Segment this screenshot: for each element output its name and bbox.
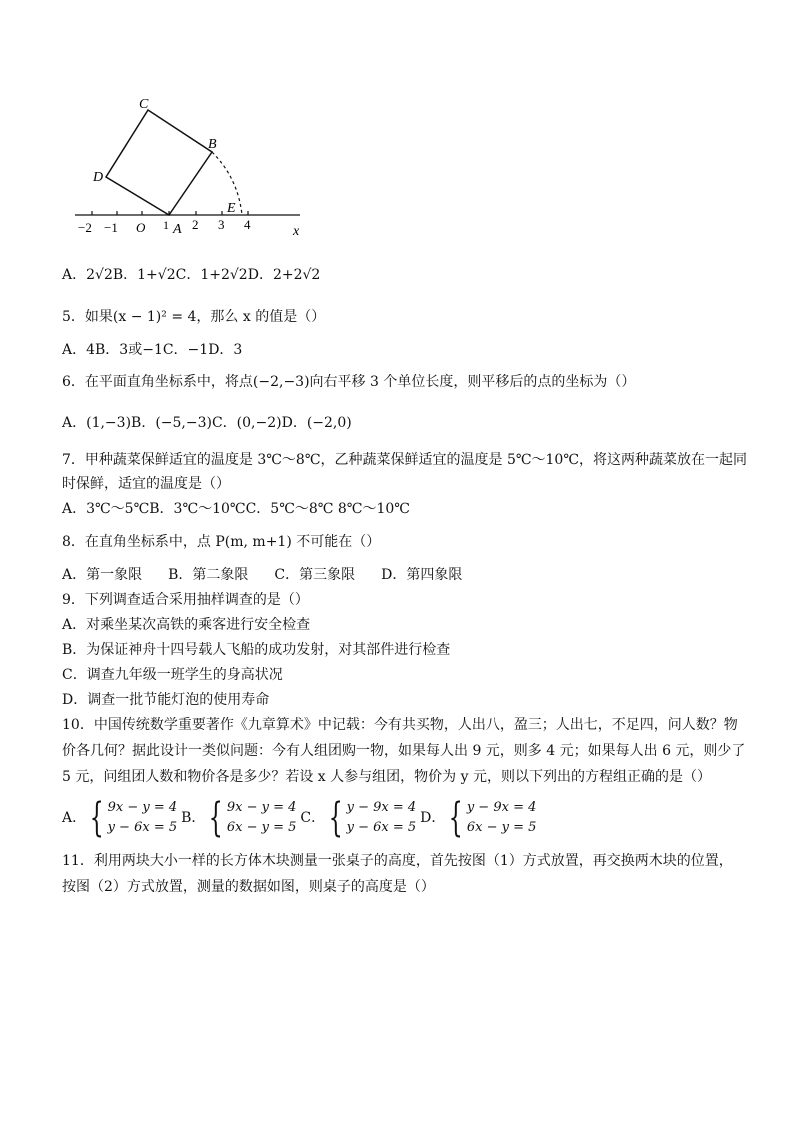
q4-option-a: A．2√2 xyxy=(62,267,113,283)
q10-option-d-system xyxy=(467,798,537,838)
q5-options: A．4B．3或−1C．−1D．3 xyxy=(62,342,243,358)
square-abcd xyxy=(106,110,212,215)
brace-icon: { xyxy=(209,795,224,841)
q10-option-d-label: D． xyxy=(420,810,446,826)
q6-options: A．(1,−3)B．(−5,−3)C．(0,−2)D．(−2,0) xyxy=(62,415,352,431)
q9-option-d: D．调查一批节能灯泡的使用寿命 xyxy=(62,692,270,708)
q11-line1: 11．利用两块大小一样的长方体木块测量一张桌子的高度，首先按图（1）方式放置，再交换两木块的位置， xyxy=(62,853,733,869)
q10-option-a-label: A． xyxy=(62,810,87,826)
q4-option-d: D．2+2√2 xyxy=(247,267,321,283)
point-label-e: E xyxy=(227,201,236,216)
q10-options xyxy=(62,796,540,840)
point-label-d: D xyxy=(93,170,104,185)
brace-icon: { xyxy=(89,795,104,841)
q10-line2: 价各几何？据此设计一类似问题：今有人组团购一物，如果每人出 9 元，则多 4 元；如果每人出 6 元，则少了 xyxy=(62,743,746,759)
q10-option-c-label: C． xyxy=(300,810,326,826)
equation: y − 9x = 4 xyxy=(466,800,537,815)
q9-option-b: B．为保证神舟十四号载人飞船的成功发射，对其部件进行检查 xyxy=(62,642,451,658)
square-number-line-figure xyxy=(60,90,320,245)
q6-stem: 6．在平面直角坐标系中，将点(−2,−3)向右平移 3 个单位长度，则平移后的点的坐标为（） xyxy=(62,374,636,390)
tick-label: 4 xyxy=(244,217,251,232)
tick-label: −1 xyxy=(104,220,118,235)
q10-line1: 10．中国传统数学重要著作《九章算术》中记载：今有共买物，人出八，盈三；人出七，不足四，问人数？物 xyxy=(62,717,738,733)
q8-option-d: D．第四象限 xyxy=(381,567,463,583)
point-label-b: B xyxy=(208,137,217,152)
point-label-a: A xyxy=(173,222,182,237)
q10-option-a-system xyxy=(108,798,178,838)
tick-label: −2 xyxy=(78,220,92,235)
q8-option-c: C．第三象限 xyxy=(274,567,356,583)
q8-option-b: B．第二象限 xyxy=(168,567,249,583)
q10-option-b-system xyxy=(227,798,297,838)
q9-option-c: C．调查九年级一班学生的身高状况 xyxy=(62,667,283,683)
q8-stem: 8．在直角坐标系中，点 P(m, m+1) 不可能在（） xyxy=(62,534,381,550)
equation: y − 6x = 5 xyxy=(346,820,417,835)
q4-option-c: C．1+2√2 xyxy=(175,267,248,283)
point-label-c: C xyxy=(139,97,149,112)
q11-line2: 按图（2）方式放置，测量的数据如图，则桌子的高度是（） xyxy=(62,879,435,895)
q10-option-b-label: B． xyxy=(181,810,206,826)
brace-icon: { xyxy=(328,795,343,841)
tick-label: 3 xyxy=(218,217,225,232)
axis-label-x: x xyxy=(293,224,300,239)
origin-label: O xyxy=(136,220,146,235)
q8-option-a: A．第一象限 xyxy=(62,567,143,583)
equation: 9x − y = 4 xyxy=(226,800,297,815)
q5-stem: 5．如果(x − 1)² = 4，那么 x 的值是（） xyxy=(62,309,326,325)
q8-options xyxy=(62,565,462,585)
q4-option-b: B．1+√2 xyxy=(112,267,176,283)
q7-stem-line2: 时保鲜，适宜的温度是（） xyxy=(62,476,230,492)
q9-stem: 9．下列调查适合采用抽样调查的是（） xyxy=(62,592,309,608)
equation: y − 9x = 4 xyxy=(346,800,417,815)
equation: 6x − y = 5 xyxy=(226,820,297,835)
q7-stem-line1: 7．甲种蔬菜保鲜适宜的温度是 3℃～8℃，乙种蔬菜保鲜适宜的温度是 5℃～10℃，将这两种蔬菜放在一起同 xyxy=(62,452,747,468)
equation: y − 6x = 5 xyxy=(107,820,178,835)
q10-option-c-system xyxy=(347,798,417,838)
q9-option-a: A．对乘坐某次高铁的乘客进行安全检查 xyxy=(62,617,311,633)
equation: 6x − y = 5 xyxy=(466,820,537,835)
q10-line3: 5 元，问组团人数和物价各是多少？若设 x 人参与组团，物价为 y 元，则以下列出的方程组正确的是（） xyxy=(62,769,711,785)
q7-options: A．3℃～5℃B．3℃～10℃C．5℃～8℃ 8℃～10℃ xyxy=(62,501,410,517)
tick-label: 2 xyxy=(192,217,199,232)
q4-options xyxy=(62,265,320,285)
equation: 9x − y = 4 xyxy=(107,800,178,815)
brace-icon: { xyxy=(449,795,464,841)
tick-label: 1 xyxy=(163,218,169,232)
